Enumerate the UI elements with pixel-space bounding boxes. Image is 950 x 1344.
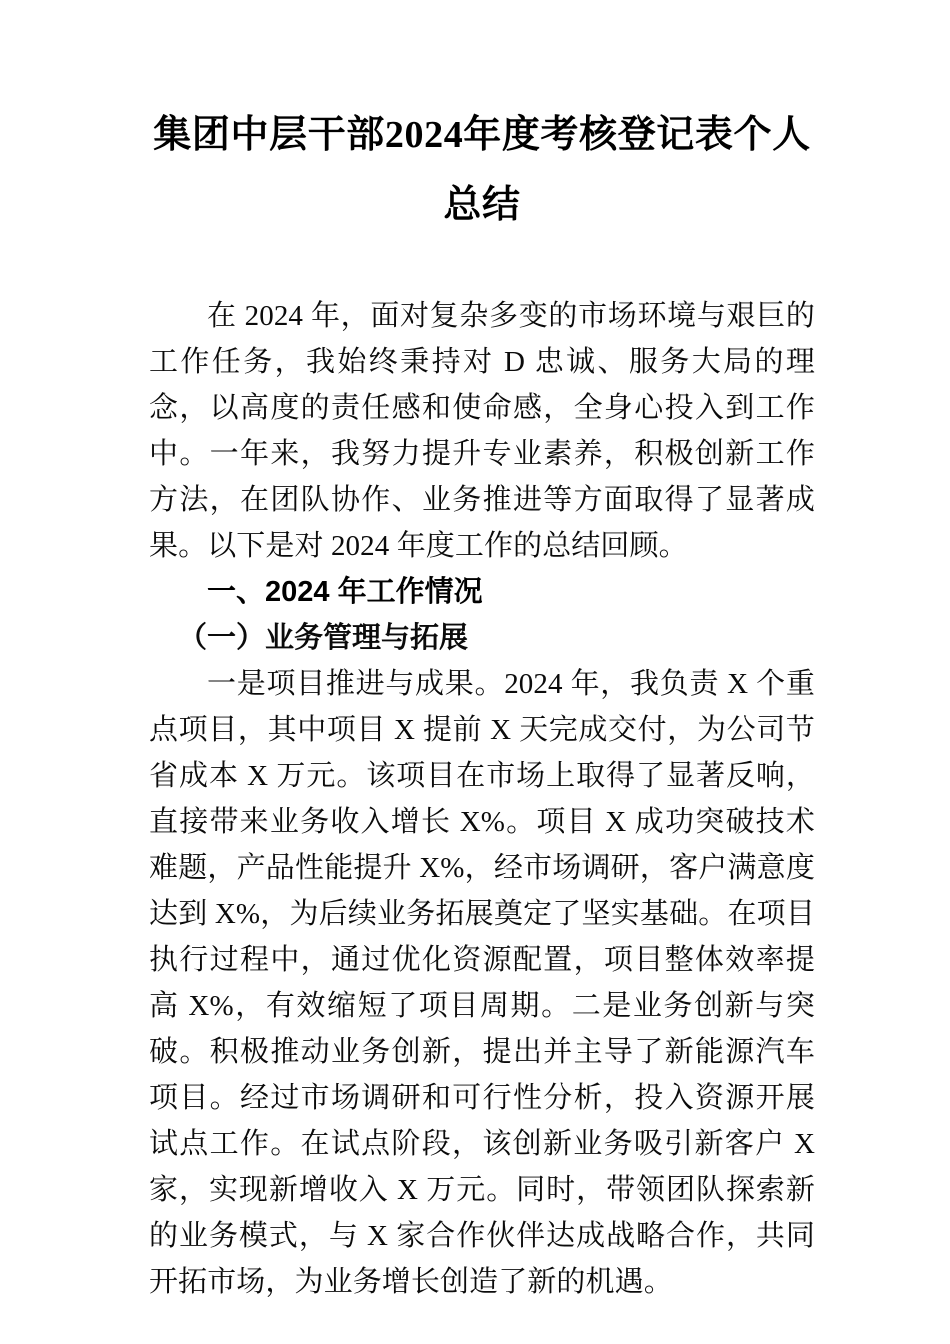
section-heading-1-1: （一）业务管理与拓展 (178, 622, 469, 654)
page-text-block (149, 0, 815, 1305)
section-1-1-paragraph: 一是项目推进与成果。2024 年，我负责 X 个重点项目，其中项目 X 提前 X 天完成交付，为公司节省成本 X 万元。该项目在市场上取得了显著反响，直接带来业务收入增长 X%。项目 X 成功突破技术难题，产品性能提升 X%，经市场调研，客户满意度达到 X%，为后续业务拓展奠定了坚实基础。在项目执行过程中，通过优化资源配置，项目整体效率提高 X%，有效缩短了项目周期。二是业务创新与突破。积极推动业务创新，提出并主导了新能源汽车项目。经过市场调研和可行性分析，投入资源开展试点工作。在试点阶段，该创新业务吸引新客户 X 家，实现新增收入 X 万元。同时，带领团队探索新的业务模式，与 X 家合作伙伴达成战略合作，共同开拓市场，为业务增长创造了新的机遇。 (149, 668, 815, 1298)
title-spacer (149, 240, 815, 293)
page-title-line-2: 结 (482, 184, 521, 226)
page-title-line-1: 集团中层干部2024年度考核登记表个人总 (153, 114, 811, 226)
page-title (149, 0, 815, 240)
section-heading-1: 一、2024 年工作情况 (207, 576, 483, 608)
intro-paragraph: 在 2024 年，面对复杂多变的市场环境与艰巨的工作任务，我始终秉持对 D 忠诚、服务大局的理念，以高度的责任感和使命感，全身心投入到工作中。一年来，我努力提升专业素养，积极创新工作方法，在团队协作、业务推进等方面取得了显著成果。以下是对 2024 年度工作的总结回顾。 (149, 300, 815, 562)
